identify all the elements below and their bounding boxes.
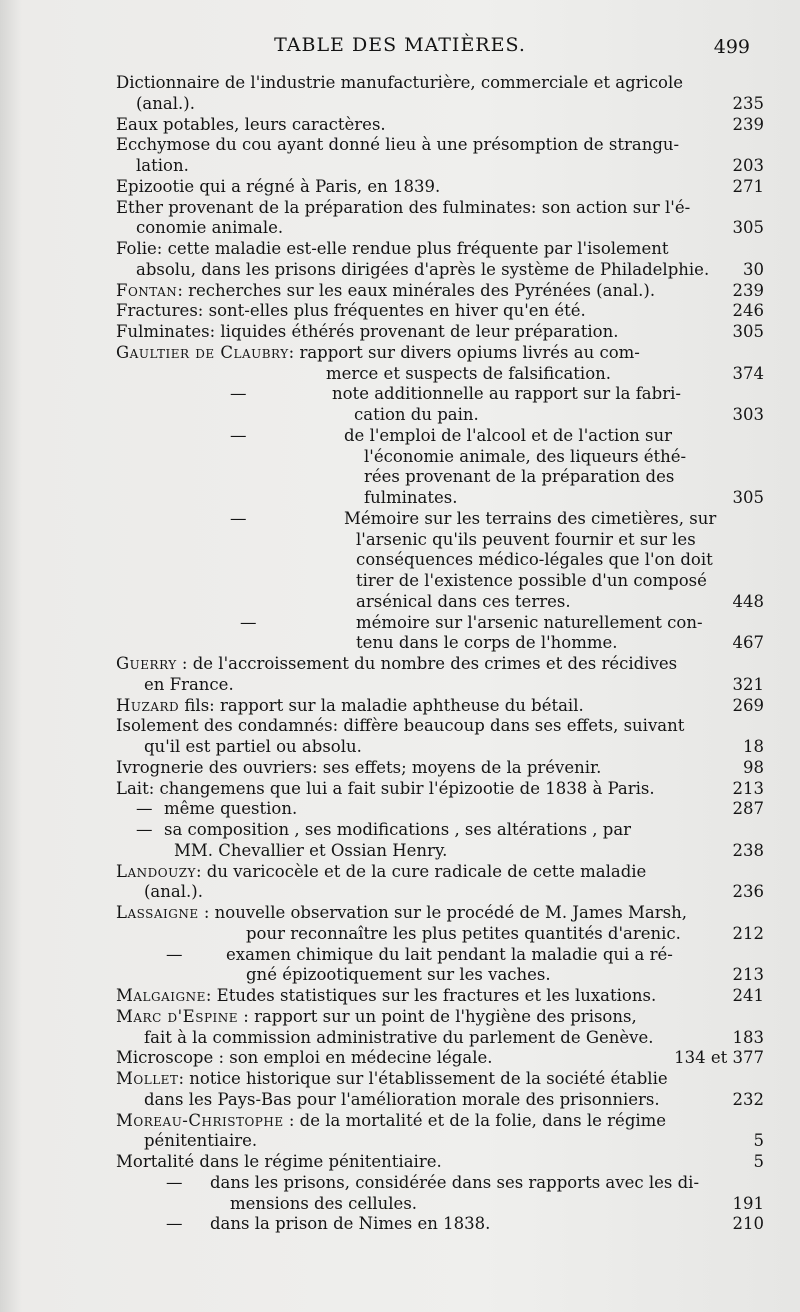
index-line (0, 1130, 800, 1151)
index-line (0, 1068, 800, 1089)
entry-text: Fractures: sont-elles plus fréquentes en hiver qu'en été. (116, 301, 586, 321)
index-text (354, 404, 479, 425)
entry-text: : rapport sur un point de l'hygiène des prisons, (238, 1006, 637, 1026)
index-line (0, 1172, 800, 1193)
index-text (246, 923, 681, 944)
index-text (144, 881, 203, 902)
page-reference: 18 (743, 737, 764, 756)
entry-text: fils: rapport sur la maladie aphtheuse du bétail. (179, 695, 584, 715)
index-text (116, 778, 655, 799)
index-line (0, 715, 800, 736)
index-text (164, 819, 631, 840)
page-reference: 134 et 377 (674, 1048, 764, 1068)
index-text (116, 321, 618, 342)
page-reference: 235 (732, 93, 764, 113)
index-line (0, 674, 800, 695)
index-text (164, 798, 297, 819)
page-reference: 5 (753, 1131, 764, 1151)
index-line (0, 653, 800, 674)
entry-text: l'économie animale, des liqueurs éthé- (364, 446, 687, 466)
index-line (0, 612, 800, 633)
entry-text: mémoire sur l'arsenic naturellement con- (356, 612, 703, 632)
entry-text: dans les Pays-Bas pour l'amélioration morale des prisonniers. (144, 1089, 660, 1109)
index-text (116, 1110, 666, 1131)
index-line (0, 72, 800, 93)
index-text (116, 1047, 493, 1068)
index-line (0, 570, 800, 591)
index-line (0, 114, 800, 135)
index-line (0, 134, 800, 155)
author-name: Fontan (116, 280, 178, 300)
index-line (0, 466, 800, 487)
index-text (136, 93, 195, 114)
index-text (116, 1068, 668, 1089)
page-reference: 212 (732, 923, 764, 943)
author-name: Guerry (116, 654, 177, 673)
entry-text: conomie animale. (136, 218, 284, 238)
entry-text: : notice historique sur l'établissement de la société établie (178, 1069, 668, 1088)
entry-text: tenu dans le corps de l'homme. (356, 633, 618, 653)
entry-text: : recherches sur les eaux minérales des Pyrénées (anal.). (177, 280, 656, 300)
index-line (0, 1193, 800, 1214)
entry-text: en France. (144, 674, 234, 694)
ditto-dash: — (166, 1214, 183, 1234)
index-text (116, 902, 687, 923)
page-reference: 246 (732, 301, 764, 321)
index-line (0, 300, 800, 321)
index-text (246, 964, 551, 985)
author-name: Marc d'Espine (116, 1006, 239, 1026)
index-line (0, 1110, 800, 1131)
index-line (0, 944, 800, 965)
index-text (116, 715, 684, 736)
entry-text: rées provenant de la préparation des (364, 467, 675, 487)
index-text (326, 363, 611, 384)
index-line (0, 923, 800, 944)
index-text (116, 134, 679, 155)
entry-text: fulminates. (364, 488, 458, 507)
index-line (0, 363, 800, 384)
entry-text: MM. Chevallier et Ossian Henry. (174, 840, 448, 860)
entry-text: (anal.). (144, 882, 203, 902)
index-text (136, 155, 189, 176)
page-reference: 213 (732, 778, 764, 798)
index-text (116, 72, 683, 93)
entry-text: : Etudes statistiques sur les fractures et les luxations. (205, 986, 657, 1005)
index-line (0, 736, 800, 757)
entry-text: fait à la commission administrative du parlement de Genève. (144, 1027, 654, 1047)
ditto-dash: — (230, 384, 247, 404)
entry-text: Microscope : son emploi en médecine légale. (116, 1048, 493, 1068)
entry-text: conséquences médico-légales que l'on doit (356, 550, 713, 570)
index-text (356, 570, 707, 591)
entry-text: dans la prison de Nimes en 1838. (210, 1214, 491, 1234)
index-line (0, 985, 800, 1006)
index-text (116, 197, 690, 218)
index-line (0, 1006, 800, 1027)
entry-text: qu'il est partiel ou absolu. (144, 737, 362, 756)
index-line (0, 902, 800, 923)
author-name: Lassaigne (116, 903, 199, 922)
author-name: Malgaigne (116, 986, 206, 1005)
ditto-dash: — (166, 1172, 183, 1192)
index-line (0, 238, 800, 259)
index-text (116, 757, 601, 778)
page-reference: 239 (732, 114, 764, 134)
index-line (0, 93, 800, 114)
author-name: Mollet (116, 1069, 179, 1088)
entry-text: (anal.). (136, 93, 195, 113)
index-line (0, 1151, 800, 1172)
index-text (210, 1213, 490, 1234)
page-reference: 467 (732, 633, 764, 653)
page-reference: 374 (732, 363, 764, 383)
entry-text: merce et suspects de falsification. (326, 363, 611, 383)
author-name: Huzard (116, 695, 180, 715)
entry-text: Mortalité dans le régime pénitentiaire. (116, 1152, 442, 1171)
index-line (0, 217, 800, 238)
index-text (116, 653, 677, 674)
entry-text: Ivrognerie des ouvriers: ses effets; moyens de la prévenir. (116, 757, 602, 777)
entry-text: : de l'accroissement du nombre des crimes et des récidives (176, 654, 678, 673)
index-line (0, 840, 800, 861)
entry-text: : de la mortalité et de la folie, dans le régime (283, 1110, 667, 1130)
index-text (356, 529, 696, 550)
index-line (0, 197, 800, 218)
page-reference: 239 (732, 280, 764, 300)
entry-text: l'arsenic qu'ils peuvent fournir et sur les (356, 529, 696, 549)
entry-text: : du varicocèle et de la cure radicale de cette maladie (195, 861, 647, 881)
page-reference: 30 (743, 259, 764, 279)
index-line (0, 383, 800, 404)
index-text (116, 1151, 442, 1172)
index-line (0, 280, 800, 301)
ditto-dash: — (230, 425, 247, 445)
entry-text: Epizootie qui a régné à Paris, en 1839. (116, 176, 441, 196)
entry-text: lation. (136, 156, 189, 175)
ditto-dash: — (230, 508, 247, 528)
page-reference: 305 (732, 322, 764, 341)
entry-text: : nouvelle observation sur le procédé de M. James Marsh, (198, 903, 687, 922)
index-line (0, 176, 800, 197)
index-line (0, 757, 800, 778)
page-reference: 448 (732, 591, 764, 611)
index-line (0, 964, 800, 985)
index-line (0, 155, 800, 176)
entry-text: Isolement des condamnés: diffère beaucoup dans ses effets, suivant (116, 716, 685, 736)
index-line (0, 508, 800, 529)
page-header (0, 34, 800, 62)
index-text (116, 861, 646, 882)
index-line (0, 861, 800, 882)
index-line (0, 321, 800, 342)
index-text (144, 1130, 257, 1151)
index-line (0, 446, 800, 467)
index-text (144, 736, 362, 757)
index-text (116, 114, 386, 135)
index-text (174, 840, 447, 861)
index-line (0, 695, 800, 716)
page-reference: 232 (732, 1089, 764, 1109)
index-text (116, 1006, 637, 1027)
page-reference: 305 (732, 488, 764, 507)
page-reference: 191 (732, 1193, 764, 1213)
index-line (0, 487, 800, 508)
index-text (116, 985, 656, 1006)
page-reference: 203 (732, 156, 764, 175)
index-text (116, 280, 655, 301)
index-text (344, 508, 716, 529)
index-text (116, 238, 668, 259)
page-reference: 305 (732, 218, 764, 238)
page-reference: 183 (732, 1027, 764, 1047)
page-reference: 241 (732, 986, 764, 1005)
page-reference: 236 (732, 882, 764, 902)
page-reference: 210 (732, 1214, 764, 1234)
index-text (356, 612, 703, 633)
page-reference: 287 (732, 799, 764, 819)
index-line (0, 591, 800, 612)
page-title: TABLE DES MATIÈRES. (274, 34, 526, 56)
page-reference: 303 (732, 405, 764, 424)
entry-text: dans les prisons, considérée dans ses rapports avec les di- (210, 1172, 700, 1192)
ditto-dash: — (240, 612, 257, 632)
index-line (0, 632, 800, 653)
ditto-dash: — (136, 799, 153, 819)
entry-text: Eaux potables, leurs caractères. (116, 114, 386, 134)
entry-text: Ether provenant de la préparation des fulminates: son action sur l'é- (116, 197, 691, 217)
entry-text: : rapport sur divers opiums livrés au com- (288, 342, 640, 362)
page-reference: 269 (732, 695, 764, 715)
index-text (332, 383, 681, 404)
page-reference: 5 (753, 1152, 764, 1171)
entry-text: même question. (164, 799, 298, 819)
entry-text: absolu, dans les prisons dirigées d'après le système de Philadelphie. (136, 259, 710, 279)
page-reference: 213 (732, 965, 764, 985)
ditto-dash: — (136, 820, 153, 839)
index-line (0, 881, 800, 902)
index-line (0, 1213, 800, 1234)
index-line (0, 425, 800, 446)
entry-text: Lait: changemens que lui a fait subir l'épizootie de 1838 à Paris. (116, 778, 655, 798)
index-text (116, 695, 584, 716)
page-reference: 98 (743, 757, 764, 777)
index-text (144, 674, 234, 695)
index-text (226, 944, 673, 965)
index-text (136, 259, 709, 280)
entry-text: Folie: cette maladie est-elle rendue plus fréquente par l'isolement (116, 239, 669, 258)
index-text (364, 466, 674, 487)
entry-text: tirer de l'existence possible d'un composé (356, 571, 707, 590)
entry-text: Ecchymose du cou ayant donné lieu à une présomption de strangu- (116, 135, 680, 155)
index-text (210, 1172, 699, 1193)
index-line (0, 1027, 800, 1048)
author-name: Moreau-Christophe (116, 1110, 284, 1130)
index-text (344, 425, 672, 446)
index-line (0, 819, 800, 840)
index-text (136, 217, 283, 238)
entry-text: mensions des cellules. (230, 1193, 418, 1213)
index-line (0, 1089, 800, 1110)
index-line (0, 798, 800, 819)
entry-text: cation du pain. (354, 405, 479, 424)
entry-text: Fulminates: liquides éthérés provenant de leur préparation. (116, 322, 619, 341)
page-reference: 271 (732, 176, 764, 196)
entry-text: arsénical dans ces terres. (356, 591, 571, 611)
index-text (144, 1027, 654, 1048)
index-text (356, 591, 571, 612)
page-reference: 321 (732, 674, 764, 694)
index-text (230, 1193, 417, 1214)
entry-text: examen chimique du lait pendant la maladie qui a ré- (226, 944, 673, 964)
entry-text: pour reconnaître les plus petites quantités d'arenic. (246, 923, 681, 943)
index-text (116, 342, 640, 363)
page-number: 499 (713, 36, 750, 58)
index-line (0, 342, 800, 363)
page-reference: 238 (732, 840, 764, 860)
author-name: Landouzy (116, 861, 196, 881)
author-name: Gaultier de Claubry (116, 342, 289, 362)
index-text (364, 446, 686, 467)
entry-text: gné épizootiquement sur les vaches. (246, 965, 551, 985)
index-line (0, 778, 800, 799)
index-text (356, 549, 713, 570)
entry-text: pénitentiaire. (144, 1131, 258, 1151)
index-text (364, 487, 458, 508)
index-text (356, 632, 618, 653)
entry-text: sa composition , ses modifications , ses altérations , par (164, 820, 632, 839)
index-line (0, 404, 800, 425)
index-line (0, 1047, 800, 1068)
entry-text: Dictionnaire de l'industrie manufacturière, commerciale et agricole (116, 73, 684, 92)
entry-text: de l'emploi de l'alcool et de l'action sur (344, 425, 673, 445)
index-text (116, 300, 586, 321)
entry-text: Mémoire sur les terrains des cimetières, sur (344, 508, 717, 528)
index-line (0, 549, 800, 570)
index-line (0, 529, 800, 550)
index-line (0, 259, 800, 280)
index-text (144, 1089, 660, 1110)
entry-text: note additionnelle au rapport sur la fabri- (332, 384, 681, 404)
index-text (116, 176, 440, 197)
ditto-dash: — (166, 944, 183, 964)
